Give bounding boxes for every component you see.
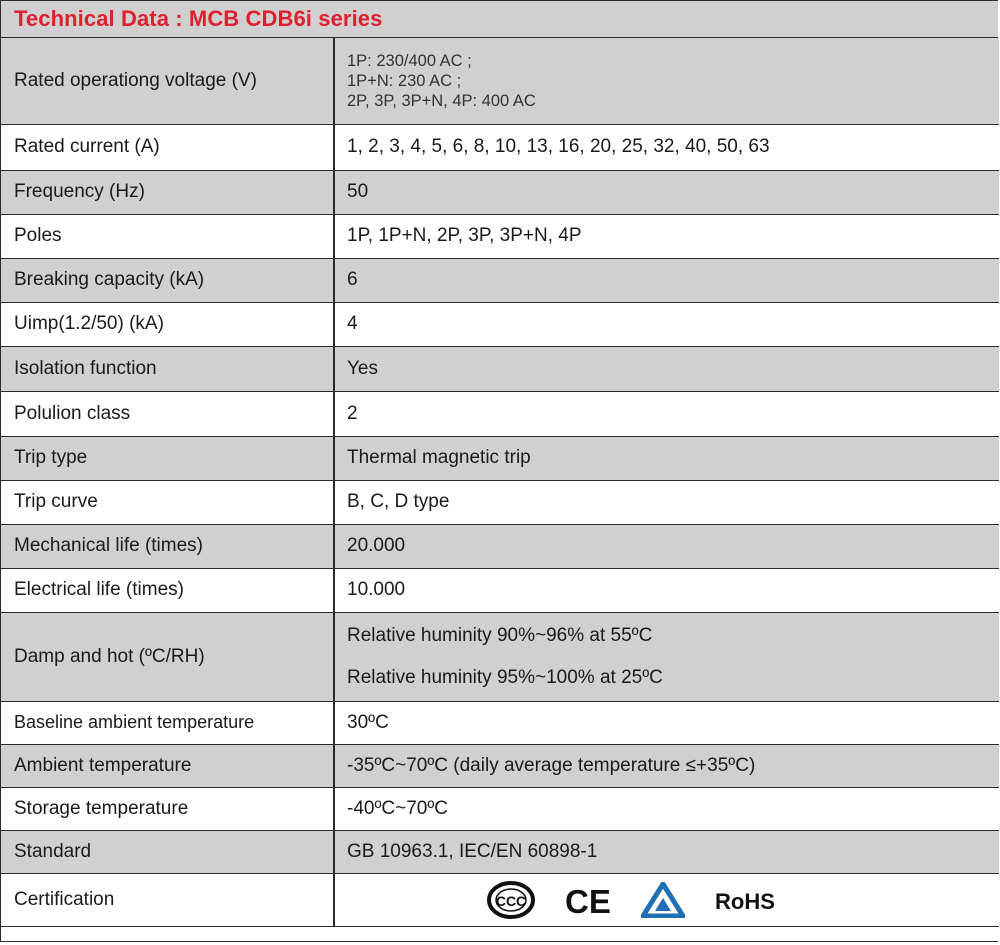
spec-table [1,38,999,927]
value-line: 1P: 230/400 AC ; [347,51,472,70]
table-row [1,612,999,701]
row-value: 20.000 [334,524,999,568]
row-label: Certification [1,873,334,926]
row-value: 6 [334,258,999,302]
row-value: 4 [334,302,999,346]
row-label: Breaking capacity (kA) [1,258,334,302]
table-row [1,170,999,214]
row-value: 50 [334,170,999,214]
row-value [334,38,999,124]
row-value: 10.000 [334,568,999,612]
row-label: Trip curve [1,480,334,524]
row-label: Rated operationg voltage (V) [1,38,334,124]
rohs-logo-text: RoHS [715,888,775,914]
table-row [1,568,999,612]
title-bar [1,1,998,38]
table-row [1,302,999,346]
row-label: Damp and hot (ºC/RH) [1,612,334,701]
row-value: 30ºC [334,701,999,744]
row-value: 1P, 1P+N, 2P, 3P, 3P+N, 4P [334,214,999,258]
table-row [1,873,999,926]
row-label: Ambient temperature [1,744,334,787]
row-value: 1, 2, 3, 4, 5, 6, 8, 10, 13, 16, 20, 25, 32, 40, 50, 63 [334,124,999,170]
row-value: -40ºC~70ºC [334,787,999,830]
row-value: B, C, D type [334,480,999,524]
row-value [334,612,999,701]
row-label: Isolation function [1,346,334,391]
row-value: GB 10963.1, IEC/EN 60898-1 [334,830,999,873]
ccc-logo-text: CCC [495,892,527,909]
ce-logo [565,883,613,917]
row-label: Baseline ambient temperature [1,701,334,744]
table-row [1,124,999,170]
row-label: Standard [1,830,334,873]
page-title: Technical Data : MCB CDB6i series [14,6,383,31]
table-row [1,346,999,391]
table-row [1,214,999,258]
row-value: -35ºC~70ºC (daily average temperature ≤+35ºC) [334,744,999,787]
value-line: 1P+N: 230 AC ; [347,71,462,90]
row-label: Uimp(1.2/50) (kA) [1,302,334,346]
table-row [1,258,999,302]
value-line: Relative huminity 90%~96% at 55ºC [347,624,653,646]
row-value: Thermal magnetic trip [334,436,999,480]
certification-logos [334,873,999,926]
table-row [1,701,999,744]
table-row [1,524,999,568]
row-label: Trip type [1,436,334,480]
row-label: Rated current (A) [1,124,334,170]
row-label: Poles [1,214,334,258]
table-row [1,391,999,436]
table-row [1,744,999,787]
ccc-logo [485,880,537,920]
value-line: 2P, 3P, 3P+N, 4P: 400 AC [347,91,536,110]
table-row [1,38,999,124]
row-label: Storage temperature [1,787,334,830]
row-value: Yes [334,346,999,391]
table-row [1,436,999,480]
row-label: Polulion class [1,391,334,436]
row-label: Frequency (Hz) [1,170,334,214]
value-line: Relative huminity 95%~100% at 25ºC [347,666,663,688]
ce-logo-text: CE [565,882,611,917]
table-row [1,830,999,873]
rohs-logo [713,883,791,917]
table-row [1,787,999,830]
row-label: Mechanical life (times) [1,524,334,568]
tuv-triangle-icon [641,882,685,918]
row-value: 2 [334,391,999,436]
row-label: Electrical life (times) [1,568,334,612]
table-row [1,480,999,524]
